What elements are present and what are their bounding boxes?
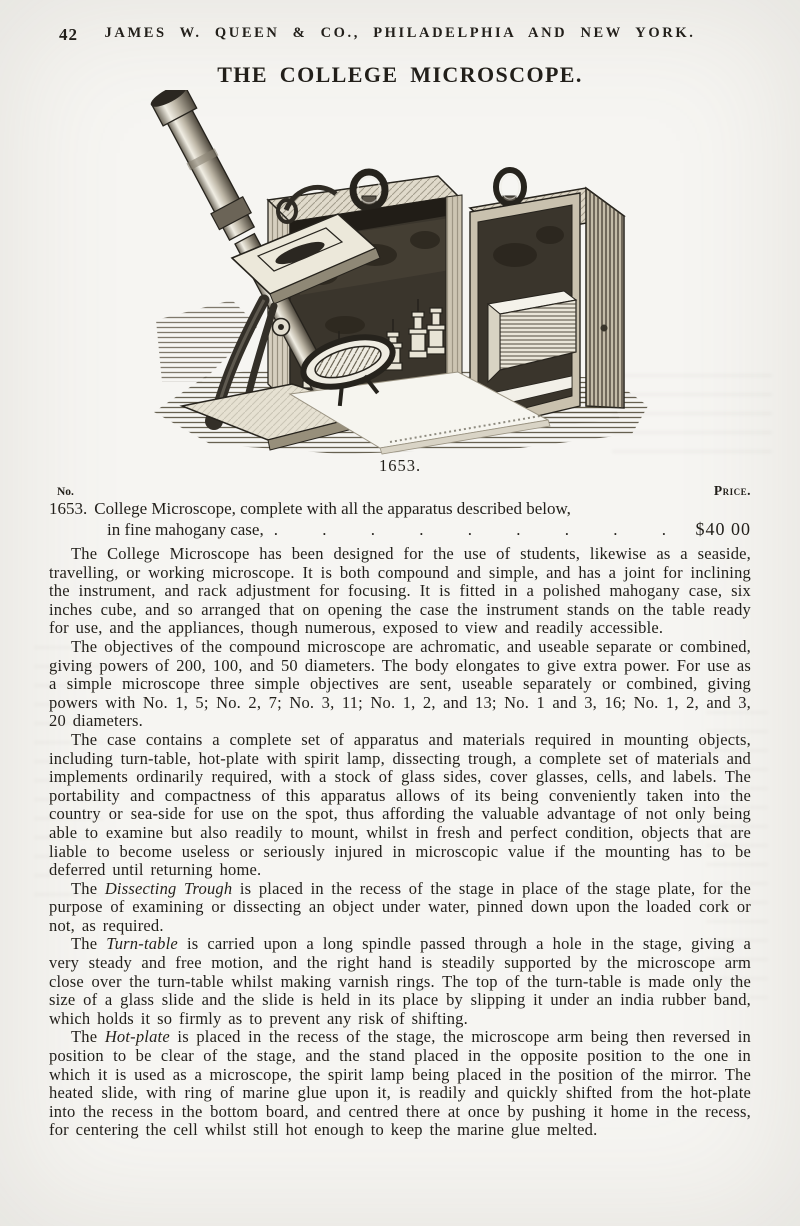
page-title: THE COLLEGE MICROSCOPE.: [217, 62, 583, 87]
paragraph-lead: The: [71, 878, 105, 898]
paragraph-design: The College Microscope has been designed for the use of students, likewise as a seaside, travelling, or working microscope. It is both compound and simple, and has a joint for inclining the instrument, and rack adjustment for focusing. It is fitted in a polished mahogany case, six inches cube, and so arranged that on opening the case the instrument stands on the table ready for use, and the appliances, though numerous, exposed to view and readily accessible.: [49, 544, 751, 638]
lid-keyhole: [601, 325, 608, 332]
paragraph-lead: The: [71, 934, 107, 954]
dot-leaders: . . . . . . . . .: [273, 520, 666, 539]
paragraph-rest: is placed in the recess of the stage in place of the stage plate, for the purpose of examining or dissecting an object under water, pinned down upon the loaded cork or not, as required.: [49, 878, 752, 935]
column-labels: [49, 483, 751, 499]
paragraph-hot-plate: [49, 1028, 751, 1140]
paragraph-dissecting-trough: [49, 880, 751, 936]
paragraph-rest: is carried upon a long spindle passed through a hole in the stage, giving a very steady and free motion, and the right hand is steadily supported by the microscope arm close over the turn-table whilst making varnish rings. The top of the turn-table is made only the size of a glass slide and the slide is held in its place by slipping it under an india rubber band, which holds it so firmly as to prevent any risk of shifting.: [49, 934, 751, 1028]
running-head-text: JAMES W. QUEEN & CO., PHILADELPHIA AND NEW YORK.: [104, 25, 696, 41]
no-column-label: No.: [57, 486, 74, 498]
paragraph-objectives: The objectives of the compound microscope are achromatic, and useable separate or combined, giving powers of 200, 100, and 50 diameters. The body elongates to give extra power. For use as a simple microscope three simple objectives are sent, useable separately or combined, giving powers with No. 1, 5; No. 2, 7; No. 3, 11; No. 1, 2, and 13; No. 1 and 3, 16; No. 1, 2, and 3, 20 diameters.: [49, 636, 751, 731]
running-header: [49, 0, 751, 47]
paragraph-lead: The: [71, 1027, 105, 1047]
catalog-item-description: College Microscope, complete with all the apparatus described below,: [94, 499, 571, 518]
catalog-item-line1: [49, 499, 751, 519]
item-price: $40 00: [695, 519, 751, 539]
figure-caption: 1653.: [378, 456, 422, 475]
paragraph-term: Dissecting Trough: [104, 878, 233, 898]
catalog-item-number: 1653.: [49, 499, 88, 518]
microscope-tube: [164, 103, 254, 240]
catalog-item-description-cont: in fine mahogany case,: [107, 520, 264, 539]
page-content: [49, 0, 751, 1140]
body-text: [49, 545, 751, 1140]
paragraph-case-contents: The case contains a complete set of apparatus and materials required in mounting objects, including turn-table, hot-plate with spirit lamp, dissecting trough, a complete set of materials and implements ordinarily required, with a stock of glass sides, cover glasses, cells, and labels. The portability and compactness of this apparatus allows of its being conveniently taken into the country or sea-side for use on the spot, thus affording the valuable advantage of not only being able to examine but also readily to mount, whilst in fresh and perfect condition, objects that are liable to become useless or seriously injured in microscopic value if the mounting has to be deferred until returning home.: [49, 729, 751, 880]
paragraph-term: Turn-table: [106, 934, 178, 954]
college-microscope-engraving: [140, 90, 660, 462]
page-number: 42: [59, 25, 78, 44]
paragraph-turn-table: [49, 935, 751, 1028]
catalog-item-1653: [49, 499, 751, 540]
price-column-label: Price.: [713, 483, 751, 498]
paragraph-rest: is placed in the recess of the stage, the microscope arm being then reversed in position to be clear of the stage, and the stand placed in the opposite position to the one in which it is used as a microscope, the spirit lamp being placed in the position of the mirror. The heated slide, with ring of marine glue upon it, is readily and quickly shifted from the hot-plate into the recess in the bottom board, and centred there at once by pushing it home in the recess, for centering the cell whilst still hot enough to keep the marine glue melted.: [49, 1027, 752, 1140]
lid-ring-handle: [496, 170, 524, 204]
catalog-item-line2: [49, 519, 751, 540]
paragraph-term: Hot-plate: [104, 1027, 170, 1047]
figure: [49, 90, 751, 476]
